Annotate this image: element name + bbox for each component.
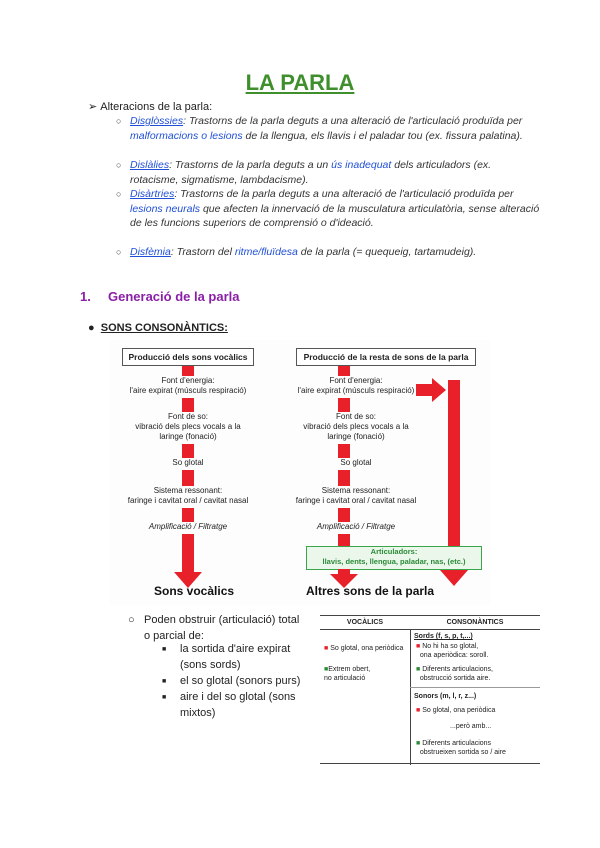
- red-arrow-segment: [182, 508, 194, 522]
- obstruction-item-text: aire i del so glotal (sons: [180, 691, 296, 703]
- red-arrow-right-icon: [432, 378, 446, 402]
- square-bullet-icon: ■: [162, 646, 167, 653]
- output-other-sounds: Altres sons de la parla: [306, 584, 435, 598]
- red-arrow-segment: [448, 380, 460, 570]
- obstruction-item-text: mixtos): [180, 707, 216, 719]
- table-sonors-heading: Sonors (m, l, r, z...): [414, 693, 477, 700]
- item-text: : Trastorns de la parla deguts a un: [169, 159, 332, 171]
- item-text: de la llengua, els llavis i el paladar tou (ex. fissura palatina).: [242, 129, 523, 142]
- obstruction-item-text: (sons sords): [180, 659, 241, 671]
- circle-bullet-icon: ○: [116, 189, 122, 199]
- table-header-vowels: VOCÀLICS: [346, 619, 384, 626]
- list-item: [116, 245, 540, 260]
- term-link[interactable]: Disglòssies: [130, 115, 184, 127]
- circle-bullet-icon: ○: [116, 160, 122, 170]
- item-text: : Trastorns de la parla deguts a una alteració de l'articulació produïda per: [174, 188, 514, 200]
- list-item: [116, 158, 540, 187]
- step-glottal: So glotal: [172, 458, 204, 467]
- item-text: de la parla (= quequeig, tartamudeig).: [297, 246, 477, 258]
- table-cell: ■ Diferents articulacions obstrueixen sortida so / aire: [416, 740, 506, 756]
- red-arrow-segment: [182, 534, 194, 574]
- intro-heading: Alteracions de la parla:: [100, 101, 213, 113]
- obstruction-item-text: la sortida d'aire expirat: [180, 643, 291, 655]
- item-text: dels articuladors (ex. rotacisme, sigmatisme, lambdacisme).: [130, 159, 492, 186]
- term-link[interactable]: Disfèmia: [130, 246, 171, 258]
- comparison-table: [320, 615, 540, 765]
- red-arrow-segment: [182, 398, 194, 412]
- articulators-title: Articuladors:: [370, 547, 418, 556]
- red-arrow-head-icon: [440, 570, 468, 586]
- step-energy: Font d'energia: l'aire expirat (músculs respiració): [297, 376, 415, 395]
- subheading-row: [88, 322, 228, 334]
- obstruction-item: el so glotal (sonors purs): [180, 675, 301, 687]
- step-resonant: Sistema ressonant: faringe i cavitat oral / cavitat nasal: [295, 486, 417, 505]
- table-sords-heading: Sords (f, s, p, t,...): [414, 633, 473, 640]
- output-vowels: Sons vocàlics: [154, 584, 235, 598]
- arrow-bullet-icon: ➢: [88, 101, 101, 113]
- table-header-consonants: CONSONÀNTICS: [446, 619, 504, 626]
- circle-bullet-icon: ○: [116, 247, 122, 257]
- term-link[interactable]: Disàrtries: [130, 188, 175, 200]
- item-highlight: ús inadequat: [331, 159, 392, 171]
- table-cell: ■ Diferents articulacions, obstrucció sortida aire.: [416, 666, 493, 682]
- subheading: SONS CONSONÀNTICS:: [100, 322, 228, 334]
- step-energy: Font d'energia: l'aire expirat (músculs respiració): [129, 376, 247, 395]
- obstruction-lead: [144, 612, 299, 644]
- square-bullet-icon: ■: [162, 694, 167, 701]
- table-cell: ■ So glotal, ona periòdica: [416, 707, 496, 714]
- table-cell: ■Extrem obert, no articulació: [324, 666, 371, 682]
- item-highlight: ritme/fluïdesa: [234, 246, 298, 258]
- table-divider: [410, 629, 411, 765]
- table-rule: [410, 687, 540, 688]
- item-text: : Trastorns de la parla deguts a una alteració de l'articulació produïda per: [183, 115, 523, 127]
- step-resonant: Sistema ressonant: faringe i cavitat oral / cavitat nasal: [127, 486, 249, 505]
- speech-production-figure: [110, 340, 490, 605]
- red-arrow-segment: [338, 470, 350, 486]
- red-arrow-segment: [182, 444, 194, 458]
- obstruction-item: [180, 641, 290, 673]
- square-bullet-icon: ■: [162, 678, 167, 685]
- obstruction-item: [180, 689, 296, 721]
- circle-bullet-icon: ○: [128, 614, 135, 626]
- table-cell: ■ So glotal, ona periòdica: [324, 645, 404, 652]
- list-item: [116, 187, 540, 231]
- red-arrow-segment: [338, 508, 350, 522]
- red-arrow-segment: [182, 366, 194, 376]
- articulators-box: [306, 546, 482, 570]
- section-title: Generació de la parla: [108, 289, 240, 304]
- item-highlight: malformacions o lesions: [130, 129, 243, 142]
- item-text: : Trastorn del: [170, 246, 235, 258]
- table-rule: [320, 763, 540, 764]
- list-item: [116, 114, 540, 143]
- section-number: 1.: [80, 289, 91, 304]
- red-arrow-segment: [338, 398, 350, 412]
- obstruction-lead-line: o parcial de:: [144, 630, 204, 642]
- step-glottal: So glotal: [340, 458, 372, 467]
- intro-heading-row: [88, 100, 212, 113]
- table-cell: ■ No hi ha so glotal, ona aperiòdica: soroll.: [416, 643, 489, 659]
- red-arrow-segment: [338, 444, 350, 458]
- table-rule: [320, 615, 540, 616]
- red-arrow-segment: [182, 470, 194, 486]
- term-link[interactable]: Dislàlies: [130, 159, 170, 171]
- section-heading: [80, 289, 240, 304]
- obstruction-lead-line: Poden obstruir (articulació) total: [144, 614, 300, 626]
- step-sound-source: Font de so: vibració dels plecs vocals a la laringe (fonació): [135, 412, 241, 441]
- left-figure-title: Producció dels sons vocàlics: [122, 348, 254, 366]
- item-highlight: lesions neurals: [130, 202, 201, 215]
- table-cell: ...però amb...: [450, 723, 492, 730]
- table-rule: [320, 629, 540, 630]
- step-amplification: Amplificació / Filtratge: [148, 522, 228, 531]
- page-title: LA PARLA: [245, 70, 355, 95]
- red-arrow-segment: [338, 366, 350, 376]
- articulators-list: llavis, dents, llengua, paladar, nas, (etc.): [322, 557, 466, 566]
- step-amplification: Amplificació / Filtratge: [316, 522, 396, 531]
- circle-bullet-icon: ○: [116, 116, 122, 126]
- right-figure-title: Producció de la resta de sons de la parla: [296, 348, 476, 366]
- item-text: que afecten la innervació de la musculatura articulatòria, sense alteració de les funcions superiors de comprensió o d'ideació.: [130, 202, 540, 229]
- step-sound-source: Font de so: vibració dels plecs vocals a la laringe (fonació): [303, 412, 409, 441]
- dot-bullet-icon: ●: [88, 322, 101, 334]
